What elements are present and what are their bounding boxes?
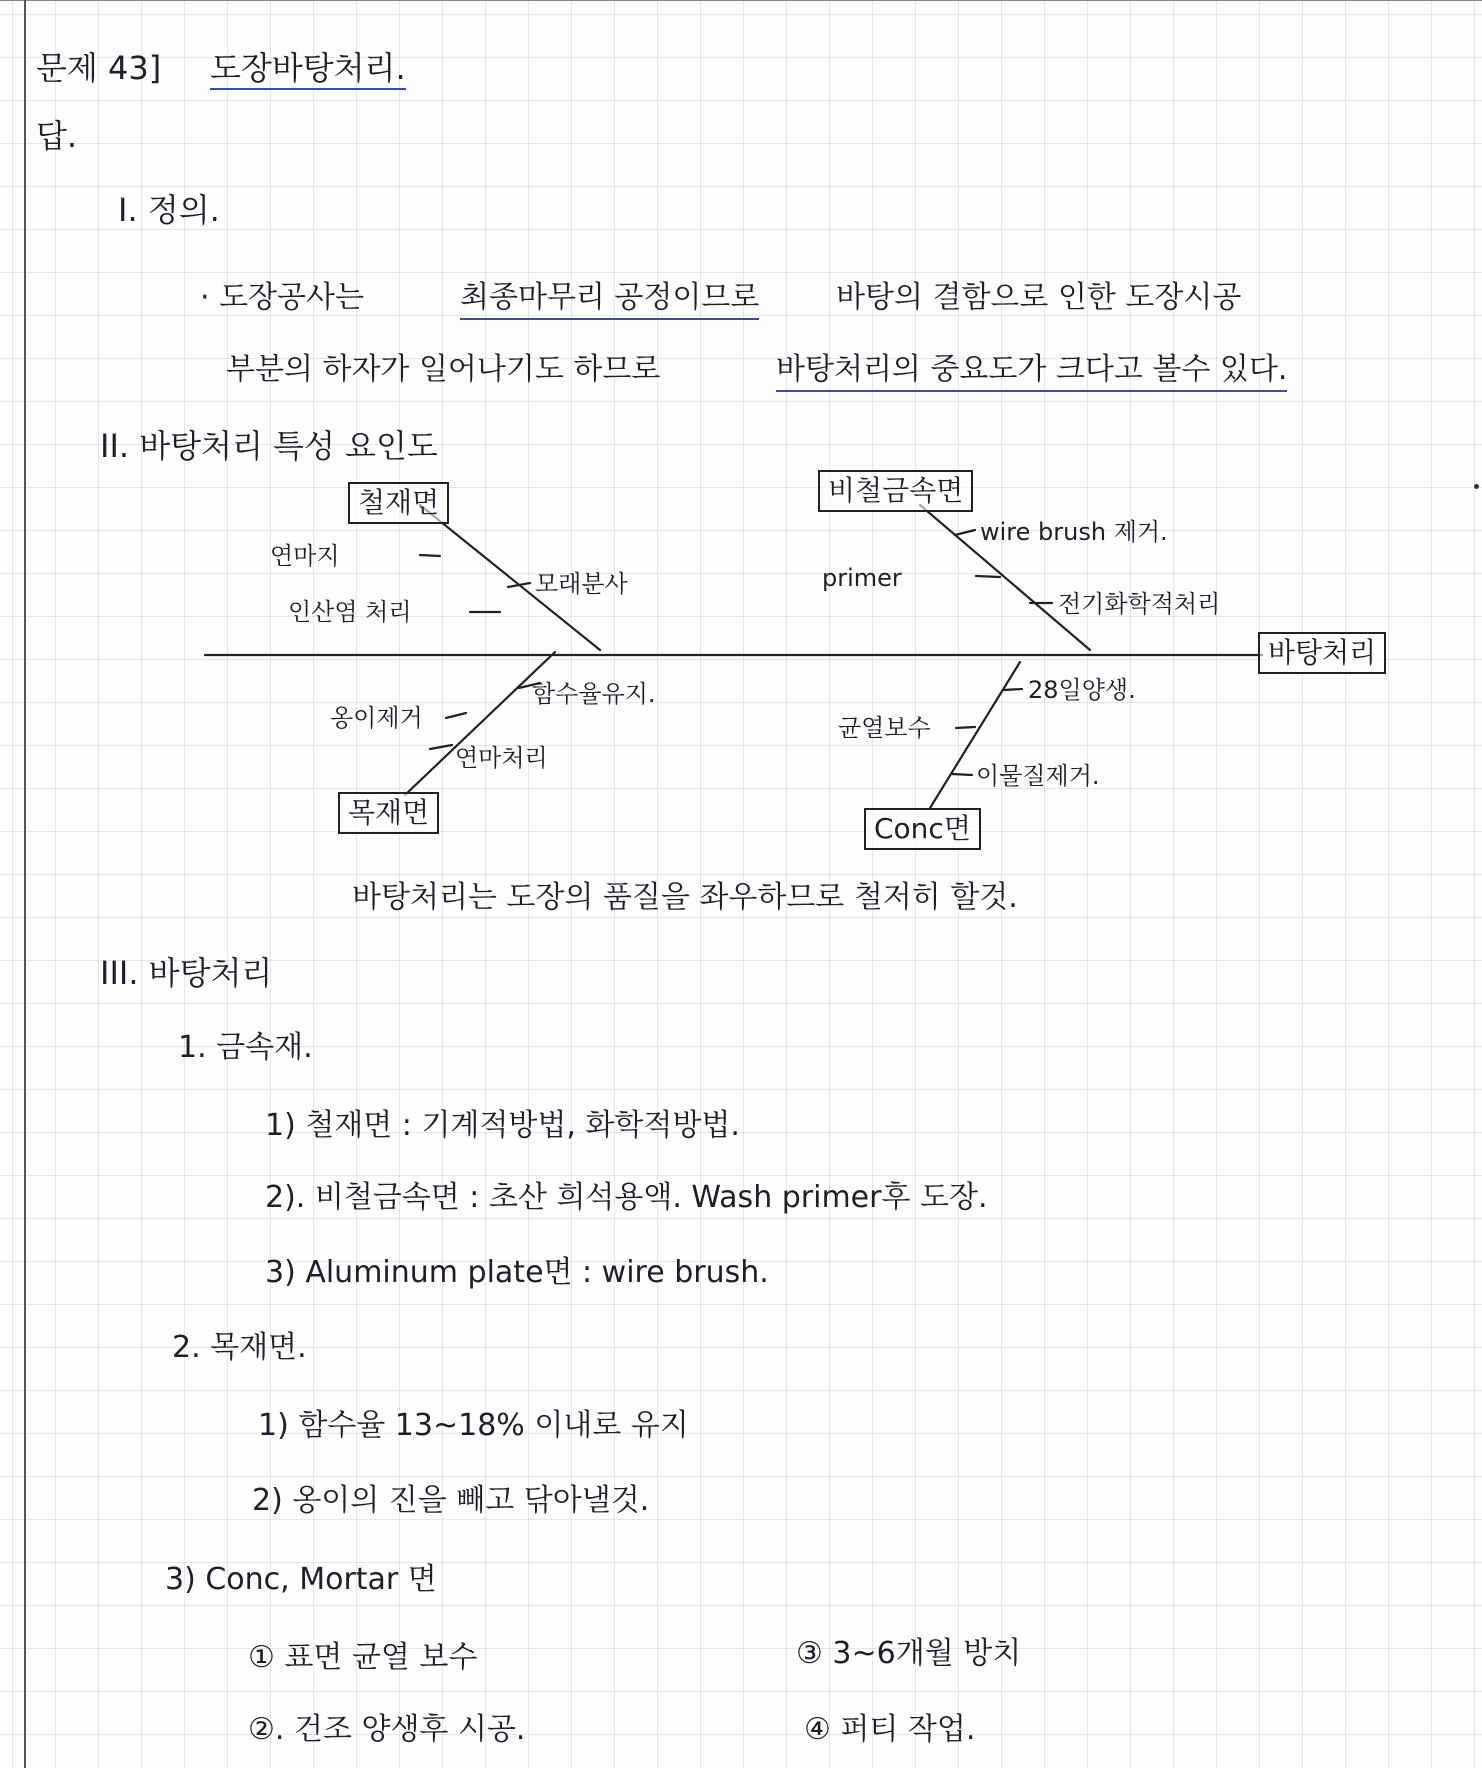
section-1-heading: I. 정의. — [118, 191, 220, 229]
steel-item-3: 모래분사 — [535, 570, 628, 598]
definition-line1-suffix: 바탕의 결함으로 인한 도장시공 — [836, 280, 1242, 315]
category-wood: 목재면 — [338, 792, 439, 834]
nonferrous-item-1: wire brush 제거. — [980, 518, 1168, 546]
metal-item-2: 2). 비철금속면 : 초산 희석용액. Wash primer후 도장. — [265, 1180, 988, 1215]
category-nonferrous: 비철금속면 — [818, 470, 973, 512]
wood-prep-item-2: 2) 옹이의 진을 빼고 닦아낼것. — [252, 1483, 650, 1518]
concrete-item-2: 균열보수 — [838, 714, 931, 742]
category-steel: 철재면 — [348, 482, 449, 524]
concrete-prep-item-1: ① 표면 균열 보수 — [248, 1640, 478, 1675]
subsection-wood-heading: 2. 목재면. — [172, 1330, 307, 1365]
diagram-note: 바탕처리는 도장의 품질을 좌우하므로 철저히 할것. — [352, 880, 1018, 915]
definition-line2-prefix: 부분의 하자가 일어나기도 하므로 — [226, 352, 661, 387]
question-number: 문제 43] — [36, 49, 162, 87]
metal-item-1: 1) 철재면 : 기계적방법, 화학적방법. — [265, 1108, 740, 1143]
concrete-item-1: 28일양생. — [1028, 676, 1136, 704]
answer-label: 답. — [36, 117, 78, 155]
fishbone-head: 바탕처리 — [1258, 632, 1386, 674]
definition-line1-underlined: 최종마무리 공정이므로 — [460, 280, 759, 320]
steel-item-2: 인산염 처리 — [288, 598, 412, 626]
nonferrous-item-2: primer — [822, 564, 902, 592]
stray-ink-dot — [1474, 484, 1479, 489]
category-concrete: Conc면 — [864, 808, 981, 850]
question-title: 도장바탕처리. — [210, 50, 406, 90]
tick-wood-1 — [446, 713, 466, 718]
tick-steel-1 — [420, 555, 440, 556]
tick-nonferrous-2 — [976, 576, 1000, 577]
metal-item-3: 3) Aluminum plate면 : wire brush. — [265, 1255, 769, 1290]
wood-item-3: 연마처리 — [455, 744, 548, 772]
tick-concrete-1 — [1004, 689, 1022, 690]
concrete-item-3: 이물질제거. — [976, 762, 1100, 790]
nonferrous-item-3: 전기화학적처리 — [1058, 590, 1221, 618]
tick-concrete-3 — [952, 774, 972, 775]
section-3-heading: III. 바탕처리 — [100, 954, 273, 992]
subsection-concrete-heading: 3) Conc, Mortar 면 — [165, 1562, 437, 1597]
steel-item-1: 연마지 — [270, 542, 340, 570]
wood-item-2: 함수율유지. — [532, 680, 656, 708]
concrete-prep-item-2: ②. 건조 양생후 시공. — [248, 1712, 526, 1747]
definition-line1-prefix: · 도장공사는 — [200, 280, 364, 315]
subsection-metal-heading: 1. 금속재. — [178, 1030, 313, 1065]
tick-nonferrous-1 — [955, 530, 975, 535]
definition-line2-underlined: 바탕처리의 중요도가 크다고 볼수 있다. — [776, 352, 1287, 392]
tick-concrete-2 — [956, 727, 975, 728]
section-2-heading: II. 바탕처리 특성 요인도 — [100, 427, 438, 465]
wood-item-1: 옹이제거 — [330, 704, 423, 732]
tick-wood-3 — [430, 745, 452, 749]
concrete-prep-item-4: ④ 퍼티 작업. — [804, 1712, 976, 1747]
concrete-prep-item-3: ③ 3~6개월 방치 — [796, 1636, 1022, 1671]
wood-prep-item-1: 1) 함수율 13~18% 이내로 유지 — [258, 1408, 689, 1443]
